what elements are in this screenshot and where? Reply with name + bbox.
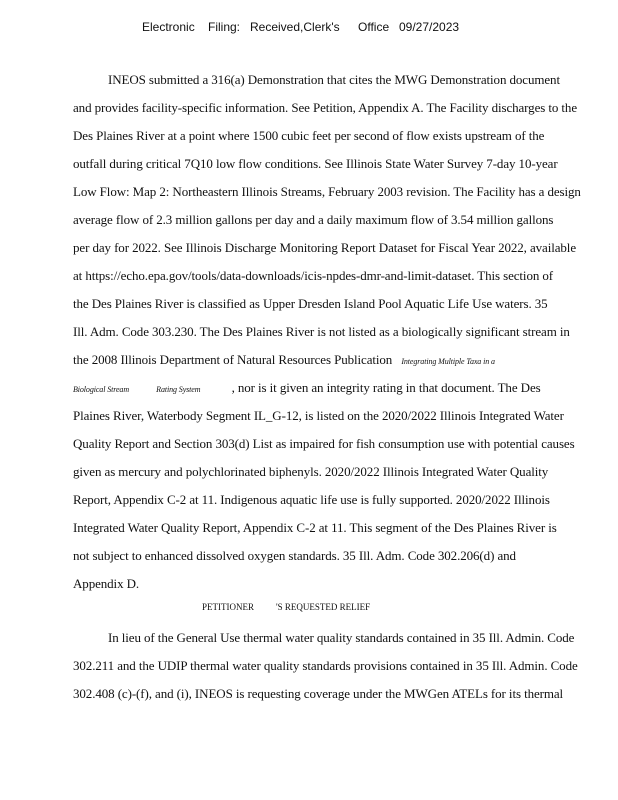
paragraph1-line: Appendix D. — [73, 576, 140, 591]
paragraph1-line: Plaines River, Waterbody Segment IL_G-12, is listed on the 2020/2022 Illinois Integrated Water — [73, 408, 564, 423]
publication-title-part2: Biological Stream — [73, 385, 129, 394]
paragraph1-line: not subject to enhanced dissolved oxygen standards. 35 Ill. Adm. Code 302.206(d) and — [73, 548, 516, 563]
paragraph1-line: average flow of 2.3 million gallons per day and a daily maximum flow of 3.54 million gallons — [73, 212, 554, 227]
paragraph1-line: per day for 2022. See Illinois Discharge Monitoring Report Dataset for Fiscal Year 2022, available — [73, 240, 576, 255]
paragraph2-line: 302.408 (c)-(f), and (i), INEOS is requesting coverage under the MWGen ATELs for its thermal — [73, 686, 564, 701]
paragraph1-line: Quality Report and Section 303(d) List as impaired for fish consumption use with potential causes — [73, 436, 575, 451]
paragraph1-line: Des Plaines River at a point where 1500 cubic feet per second of flow exists upstream of the — [73, 128, 545, 143]
header-office: Office — [358, 20, 390, 34]
paragraph1-line: the Des Plaines River is classified as Upper Dresden Island Pool Aquatic Life Use waters. 35 — [73, 296, 548, 311]
paragraph2-line: 302.211 and the UDIP thermal water quality standards provisions contained in 35 Ill. Admin. Code — [73, 658, 578, 673]
paragraph1-line: Report, Appendix C-2 at 11. Indigenous aquatic life use is fully supported. 2020/2022 Illinois — [73, 492, 550, 507]
paragraph1-line: Low Flow: Map 2: Northeastern Illinois Streams, February 2003 revision. The Facility has a design — [73, 184, 581, 199]
paragraph1-line: at https://echo.epa.gov/tools/data-downloads/icis-npdes-dmr-and-limit-dataset. This section of — [73, 268, 554, 283]
header-filing: Filing: — [208, 20, 241, 34]
paragraph1-line: INEOS submitted a 316(a) Demonstration that cites the MWG Demonstration document — [108, 72, 560, 87]
paragraph1-line: given as mercury and polychlorinated biphenyls. 2020/2022 Illinois Integrated Water Quality — [73, 464, 549, 479]
header-received: Received,Clerk's — [250, 20, 340, 34]
paragraph1-line-rating — [73, 380, 541, 396]
paragraph1-line: Ill. Adm. Code 303.230. The Des Plaines River is not listed as a biologically significant stream in — [73, 324, 570, 339]
paragraph1-line: and provides facility-specific information. See Petition, Appendix A. The Facility discharges to the — [73, 100, 577, 115]
heading-requested-relief: 'S REQUESTED RELIEF — [276, 602, 371, 612]
rating-sentence: , nor is it given an integrity rating in that document. The Des — [231, 380, 541, 395]
paragraph1-line-publication — [73, 352, 495, 368]
publication-intro: the 2008 Illinois Department of Natural Resources Publication — [73, 352, 393, 367]
publication-title-part3: Rating System — [156, 385, 201, 394]
paragraph1-line: Integrated Water Quality Report, Appendix C-2 at 11. This segment of the Des Plaines River is — [73, 520, 557, 535]
paragraph1-line: outfall during critical 7Q10 low flow conditions. See Illinois State Water Survey 7-day 10-year — [73, 156, 558, 171]
paragraph2-line: In lieu of the General Use thermal water quality standards contained in 35 Ill. Admin. Code — [108, 630, 575, 645]
heading-petitioner: PETITIONER — [202, 602, 254, 612]
header-date: 09/27/2023 — [399, 20, 460, 34]
header-electronic: Electronic — [142, 20, 195, 34]
publication-title-part1: Integrating Multiple Taxa in a — [401, 357, 495, 366]
